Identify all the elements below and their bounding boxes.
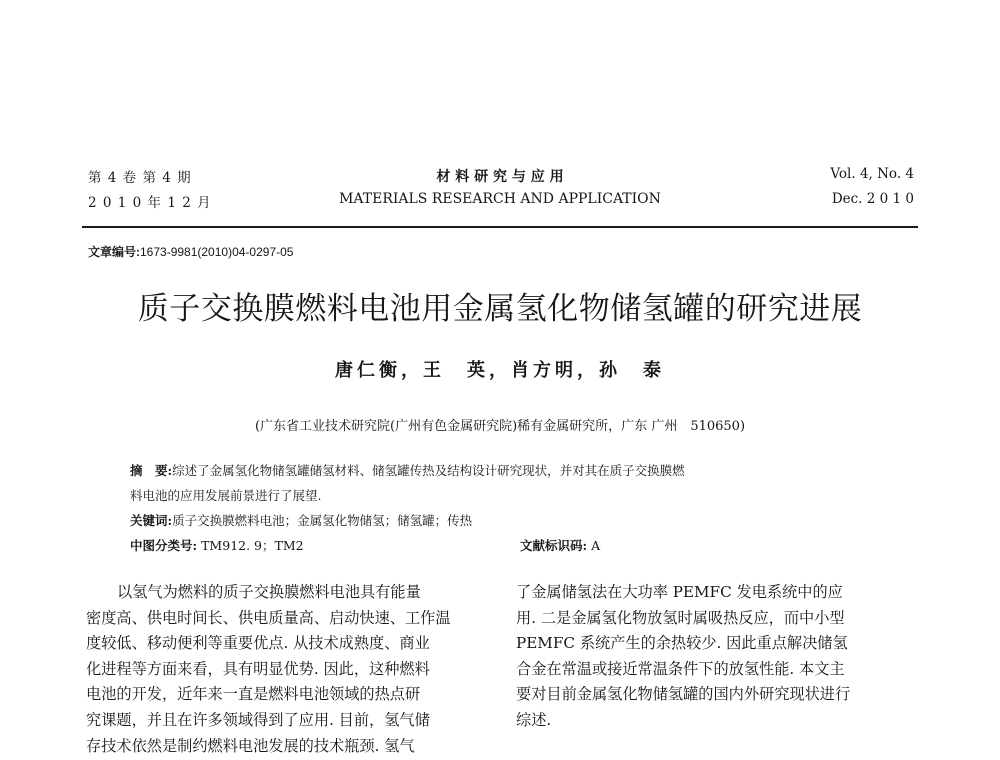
body-right-line: PEMFC 系统产生的余热较少. 因此重点解决储氢 [516, 634, 848, 653]
article-number [88, 243, 293, 260]
classification [130, 536, 304, 554]
article-number-value: 1673-9981(2010)04-0297-05 [140, 245, 294, 259]
body-column-right [516, 580, 916, 734]
body-right-line: 要对目前金属氢化物储氢罐的国内外研究现状进行 [516, 685, 851, 704]
keywords-value: 质子交换膜燃料电池；金属氢化物储氢；储氢罐；传热 [172, 513, 473, 528]
body-left-line: 存技术依然是制约燃料电池发展的技术瓶颈. 氢气 [86, 736, 415, 755]
abstract-label: 摘 要: [130, 463, 173, 478]
body-left-line: 度较低、移动便利等重要优点. 从技术成熟度、商业 [86, 634, 430, 653]
classification-value: TM912. 9；TM2 [197, 538, 304, 553]
paper-title: 质子交换膜燃料电池用金属氢化物储氢罐的研究进展 [137, 291, 863, 327]
journal-name-en: MATERIALS RESEARCH AND APPLICATION [339, 191, 661, 207]
affiliation: (广东省工业技术研究院(广州有色金属研究院)稀有金属研究所，广东 广州 510650) [254, 419, 746, 434]
body-left-line: 化进程等方面来看，具有明显优势. 因此，这种燃料 [86, 659, 430, 678]
body-column-left [86, 580, 486, 759]
abstract-text-2: 料电池的应用发展前景进行了展望. [130, 488, 322, 503]
issue-date: 2 0 1 0 年 1 2 月 [88, 195, 212, 211]
article-number-label: 文章编号: [88, 245, 140, 259]
body-left-line: 密度高、供电时间长、供电质量高、启动快速、工作温 [86, 608, 451, 627]
document-code-value: A [587, 538, 601, 553]
body-right-line: 用. 二是金属氢化物放氢时属吸热反应，而中小型 [516, 608, 845, 627]
classification-label: 中图分类号: [130, 538, 198, 553]
keywords-label: 关键词: [130, 513, 173, 528]
authors: 唐仁衡，王 英，肖方明，孙 泰 [335, 360, 665, 381]
volume-issue: 第 4 卷 第 4 期 [88, 170, 192, 186]
volume-number-en: Vol. 4, No. 4 [830, 166, 914, 182]
date-en: Dec. 2 0 1 0 [831, 191, 914, 207]
document-code [520, 536, 600, 554]
journal-name-cn: 材 料 研 究 与 应 用 [436, 169, 564, 185]
body-right-line: 了金属储氢法在大功率 PEMFC 发电系统中的应 [516, 583, 843, 601]
body-right-line: 合金在常温或接近常温条件下的放氢性能. 本文主 [516, 659, 845, 678]
header-rule [82, 226, 918, 228]
document-code-label: 文献标识码: [520, 538, 588, 553]
abstract-line-1 [130, 461, 685, 479]
body-left-line: 究课题，并且在许多领域得到了应用. 目前，氢气储 [86, 710, 430, 729]
body-left-line: 以氢气为燃料的质子交换膜燃料电池具有能量 [117, 583, 421, 601]
body-right-line: 综述. [516, 710, 552, 729]
body-left-line: 电池的开发，近年来一直是燃料电池领域的热点研 [86, 685, 421, 704]
keywords [130, 511, 472, 529]
abstract-text-1: 综述了金属氢化物储氢罐储氢材料、储氢罐传热及结构设计研究现状，并对其在质子交换膜燃 [172, 463, 685, 478]
